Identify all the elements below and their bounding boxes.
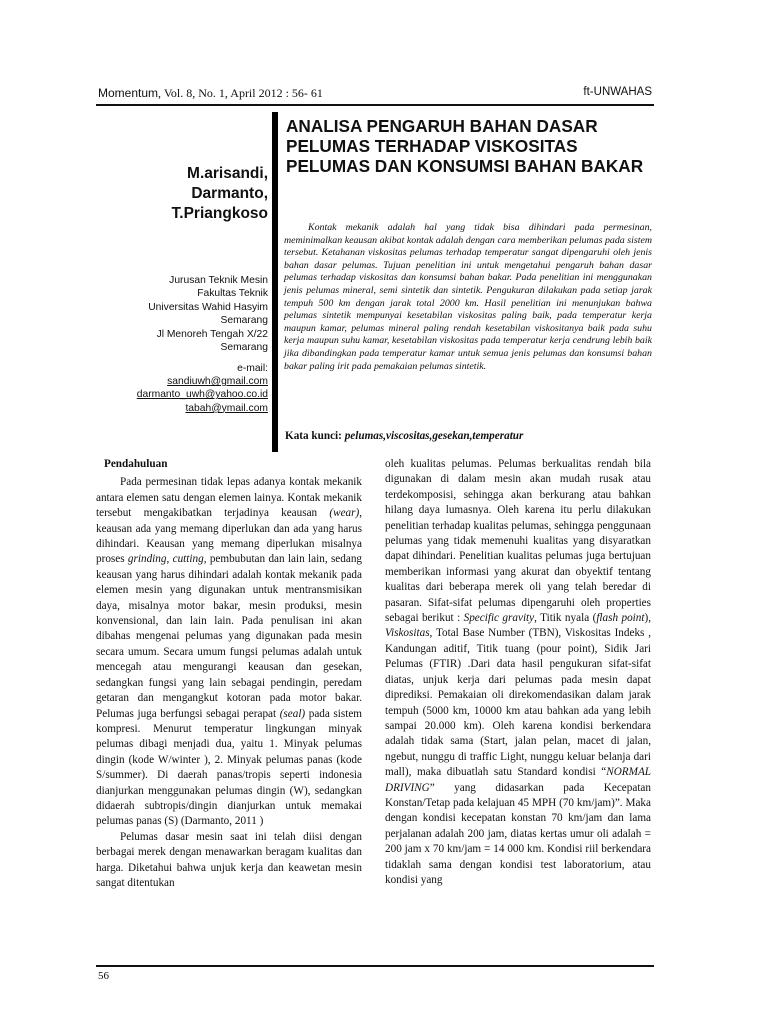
section-heading: Pendahuluan bbox=[104, 458, 168, 470]
journal-volume-info: , Vol. 8, No. 1, April 2012 : 56- 61 bbox=[158, 86, 323, 100]
body-column-left bbox=[96, 457, 362, 891]
body-paragraph: Pada permesinan tidak lepas adanya kontak mekanik antara elemen satu dengan elemen lainya. Kontak mekanik tersebut mengakibatkan terjadinya keausan (wear), keausan ada yang memang diperlukan dan ada yang harus dihindari. Keausan yang memang diperlukan misalnya proses grinding, cutting, pembubutan dan lain lain, sedang keausan yang harus dihindari adalah kontak mekanik pada elemen mesin yang digunakan untuk mentransmisikan daya, misalnya motor bakar, mesin produksi, mesin konvensional, dan lain lain. Pada penulisan ini akan dibahas mengenai pelumas yang digunakan pada mesin secara umum. Secara umum fungsi pelumas adalah untuk mencegah atau mengurangi keausan dan gesekan, sedangkan fungsi yang lain sebagai pendingin, peredam getaran dan mengangkut kotoran pada motor bakar. Pelumas juga berfungsi sebagai perapat (seal) pada sistem kompresi. Menurut temperatur lingkungan minyak pelumas dibagi menjadi dua, yaitu 1. Minyak pelumas dingin (kode W/winter ), 2. Minyak pelumas panas (kode S/summer). Di daerah panas/tropis seperti indonesia dianjurkan menggunakan pelumas dingin (W), sedangkan didaerah subtropis/dingin dianjurkan untuk memakai pelumas panas (S) (Darmanto, 2011 ) bbox=[96, 476, 363, 828]
title-side-bar bbox=[272, 112, 278, 452]
paper-title: ANALISA PENGARUH BAHAN DASAR PELUMAS TERHADAP VISKOSITAS PELUMAS DAN KONSUMSI BAHAN BAKAR bbox=[286, 116, 644, 176]
abstract: Kontak mekanik adalah hal yang tidak bisa dihindari pada permesinan, meminimalkan keausan akibat kontak adalah dengan cara memberikan pelumas pada sistem tersebut. Ketahanan viskositas pelumas terhadap temperatur sangat dipengaruhi oleh jenis bahan dasar pelumas. Tujuan penelitian ini untuk mengetahui pengaruh bahan dasar pelumas terhadap viskositas dan konsumsi bahan bakar. Pada penelitian ini menggunakan jenis pelumas mineral, semi sintetik dan sintetik. Pengukuran dilakukan pada setiap jarak tempuh 500 km dengan jarak total 2000 km. Hasil penelitian ini menunjukan bahwa pelumas sintetik mempunyai kesetabilan viskositas paling baik, pada temperatur kerja maupun kamar, pelumas mineral paling rendah kesetabilan viskositanya baik pada suhu kerja maupun suhu kamar, kesetabilan viskositas pada temperatur kerja cendrung lebih baik jika dibandingkan pada temperatur kamar untuk semua jenis pelumas dan konsumsi bahan bakar paling irit pada pemakaian pelumas sintetik. bbox=[284, 222, 652, 372]
journal-name: Momentum bbox=[98, 86, 159, 100]
author-name: Darmanto, bbox=[191, 185, 268, 202]
author-list bbox=[110, 164, 268, 224]
affiliation-line: Universitas Wahid Hasyim bbox=[148, 301, 268, 313]
running-header bbox=[98, 86, 652, 104]
journal-citation bbox=[98, 86, 323, 101]
keywords-label: Kata kunci: bbox=[285, 430, 342, 442]
page-number: 56 bbox=[98, 970, 109, 982]
email-link[interactable]: darmanto_uwh@yahoo.co.id bbox=[136, 389, 268, 401]
author-name: T.Priangkoso bbox=[171, 205, 268, 222]
body-paragraph: oleh kualitas pelumas. Pelumas berkualitas rendah bila digunakan di dalam mesin akan mudah rusak atau terdekomposisi, sehingga akan berkurang atau bahkan hilang daya lumasnya. Oleh karena itu perlu dilakukan penelitian terhadap kualitas pelumas, sehingga penggunaan pelumas yang tidak memenuhi kualitas yang disyaratkan dapat dihindari. Penelitian kualitas pelumas juga bertujuan memberikan informasi yang akurat dan obyektif tentang kualitas dari beberapa merek oli yang telah beredar di pasaran. Sifat-sifat pelumas dipengaruhi oleh properties sebagai berikut : Specific gravity, Titik nyala (flash point), Viskositas, Total Base Number (TBN), Viskositas Indeks , Kandungan aditif, Titik tuang (pour point), Sidik Jari Pelumas (FTIR) .Dari data hasil pengukuran sifat-sifat diatas, unjuk kerja dari pelumas pada mesin dapat diprediksi. Pemakaian oli direkomendasikan dalam jarak tempuh (5000 km, 10000 km atau bahkan ada yang lebih sampai 20.000 km). Oleh karena kondisi berkendara adalah tidak sama (Start, jalan pelan, macet di jalan, ngebut, nunggu di traffic Light, nunggu keluar belanja dari mall), maka dibuatlah satu Standard kondisi “NORMAL DRIVING” yang didasarkan pada Kecepatan Konstan/Tetap pada kelajuan 45 MPH (70 km/jam)”. Maka dengan kondisi kecepatan konstan 70 km/jam dan lama perjalanan adalah 200 jam, diatas kertas umur oli adalah = 200 jam x 70 km/jam = 14 000 km. Kondisi riil berkendara tidaklah sama dengan kondisi test laboratorium, atau kondisi yang bbox=[385, 458, 652, 886]
email-label: e-mail: bbox=[237, 363, 268, 374]
affiliation-line: Jurusan Teknik Mesin bbox=[169, 275, 268, 286]
institution-label: ft-UNWAHAS bbox=[583, 86, 652, 98]
email-link[interactable]: tabah@ymail.com bbox=[185, 402, 268, 414]
affiliation-block bbox=[110, 274, 268, 354]
keywords-value: pelumas,viscositas,gesekan,temperatur bbox=[344, 430, 524, 442]
keywords bbox=[285, 430, 653, 442]
affiliation-line: Semarang bbox=[220, 315, 268, 327]
body-paragraph: Pelumas dasar mesin saat ini telah diisi dengan berbagai merek dengan menawarkan beragam kualitas dan harga. Diketahui bahwa unjuk kerja dan keawetan mesin sangat ditentukan bbox=[96, 830, 362, 889]
affiliation-line: Fakultas Teknik bbox=[197, 288, 268, 300]
affiliation-line: Semarang bbox=[220, 342, 268, 354]
footer-rule bbox=[96, 965, 654, 967]
affiliation-line: Jl Menoreh Tengah X/22 bbox=[156, 328, 268, 340]
email-link[interactable]: sandiuwh@gmail.com bbox=[167, 376, 268, 387]
header-rule bbox=[96, 104, 654, 106]
body-column-right bbox=[385, 457, 651, 888]
author-name: M.arisandi, bbox=[187, 165, 268, 182]
email-list bbox=[110, 375, 268, 415]
